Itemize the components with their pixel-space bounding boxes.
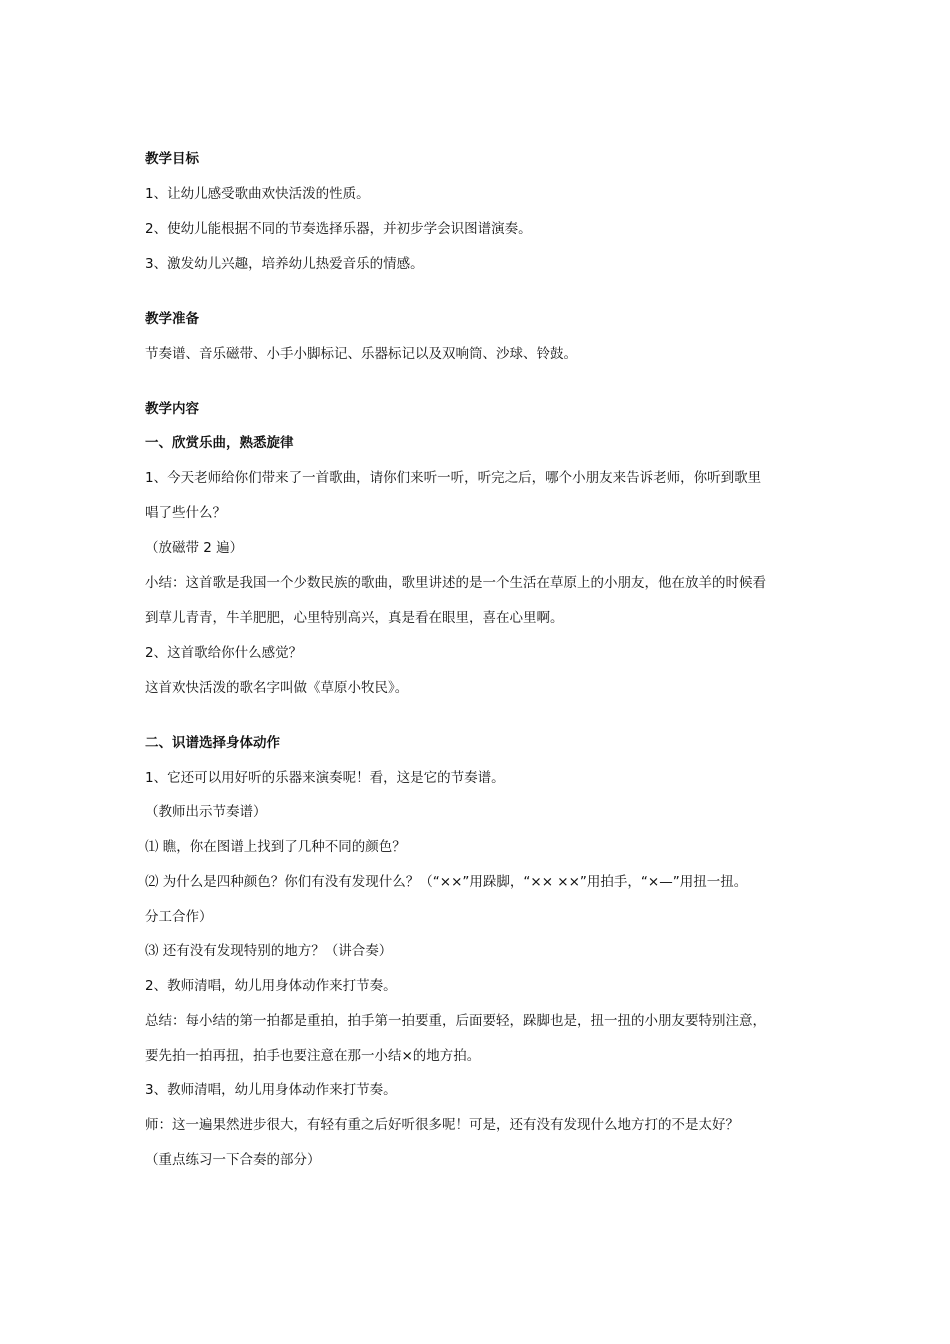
part2-line: 3、教师清唱，幼儿用身体动作来打节奏。 (145, 1082, 397, 1098)
part1-line: 唱了些什么？ (145, 505, 226, 521)
heading-part-1: 一、欣赏乐曲，熟悉旋律 (145, 435, 294, 451)
part2-line: ⑴ 瞧，你在图谱上找到了几种不同的颜色？ (145, 839, 406, 855)
part1-line: 到草儿青青，牛羊肥肥，心里特别高兴，真是看在眼里，喜在心里啊。 (145, 610, 564, 626)
part2-line: （教师出示节奏谱） (145, 804, 267, 820)
heading-part-2: 二、识谱选择身体动作 (145, 735, 280, 751)
part1-line: 小结：这首歌是我国一个少数民族的歌曲，歌里讲述的是一个生活在草原上的小朋友，他在放羊的时候看 (145, 575, 766, 591)
part2-line: （重点练习一下合奏的部分） (145, 1152, 321, 1168)
part2-line: 要先拍一拍再扭，拍手也要注意在那一小结×的地方拍。 (145, 1048, 481, 1064)
part2-line: 2、教师清唱，幼儿用身体动作来打节奏。 (145, 978, 397, 994)
part2-line: 总结：每小结的第一拍都是重拍，拍手第一拍要重，后面要轻，跺脚也是，扭一扭的小朋友要特别注意， (145, 1013, 766, 1029)
part2-line: 1、它还可以用好听的乐器来演奏呢！看，这是它的节奏谱。 (145, 770, 505, 786)
part2-line: ⑵ 为什么是四种颜色？你们有没有发现什么？（“××”用跺脚，“×× ××”用拍手，“×—”用扭一扭。 (145, 874, 748, 890)
part2-line: 师：这一遍果然进步很大，有轻有重之后好听很多呢！可是，还有没有发现什么地方打的不是太好？ (145, 1117, 739, 1133)
part2-line: 分工合作） (145, 909, 213, 925)
goal-item-1: 1、让幼儿感受歌曲欢快活泼的性质。 (145, 186, 370, 202)
heading-teaching-goals: 教学目标 (145, 151, 199, 167)
part1-line: 2、这首歌给你什么感觉？ (145, 645, 303, 661)
goal-item-2: 2、使幼儿能根据不同的节奏选择乐器，并初步学会识图谱演奏。 (145, 221, 532, 237)
part1-line: （放磁带 2 遍） (145, 540, 244, 556)
prep-text: 节奏谱、音乐磁带、小手小脚标记、乐器标记以及双响筒、沙球、铃鼓。 (145, 346, 577, 362)
goal-item-3: 3、激发幼儿兴趣，培养幼儿热爱音乐的情感。 (145, 256, 424, 272)
part1-line: 1、今天老师给你们带来了一首歌曲，请你们来听一听，听完之后，哪个小朋友来告诉老师，你听到歌里 (145, 470, 762, 486)
heading-teaching-content: 教学内容 (145, 401, 199, 417)
part1-line: 这首欢快活泼的歌名字叫做《草原小牧民》。 (145, 680, 409, 696)
heading-teaching-prep: 教学准备 (145, 311, 199, 327)
part2-line: ⑶ 还有没有发现特别的地方？（讲合奏） (145, 943, 393, 959)
